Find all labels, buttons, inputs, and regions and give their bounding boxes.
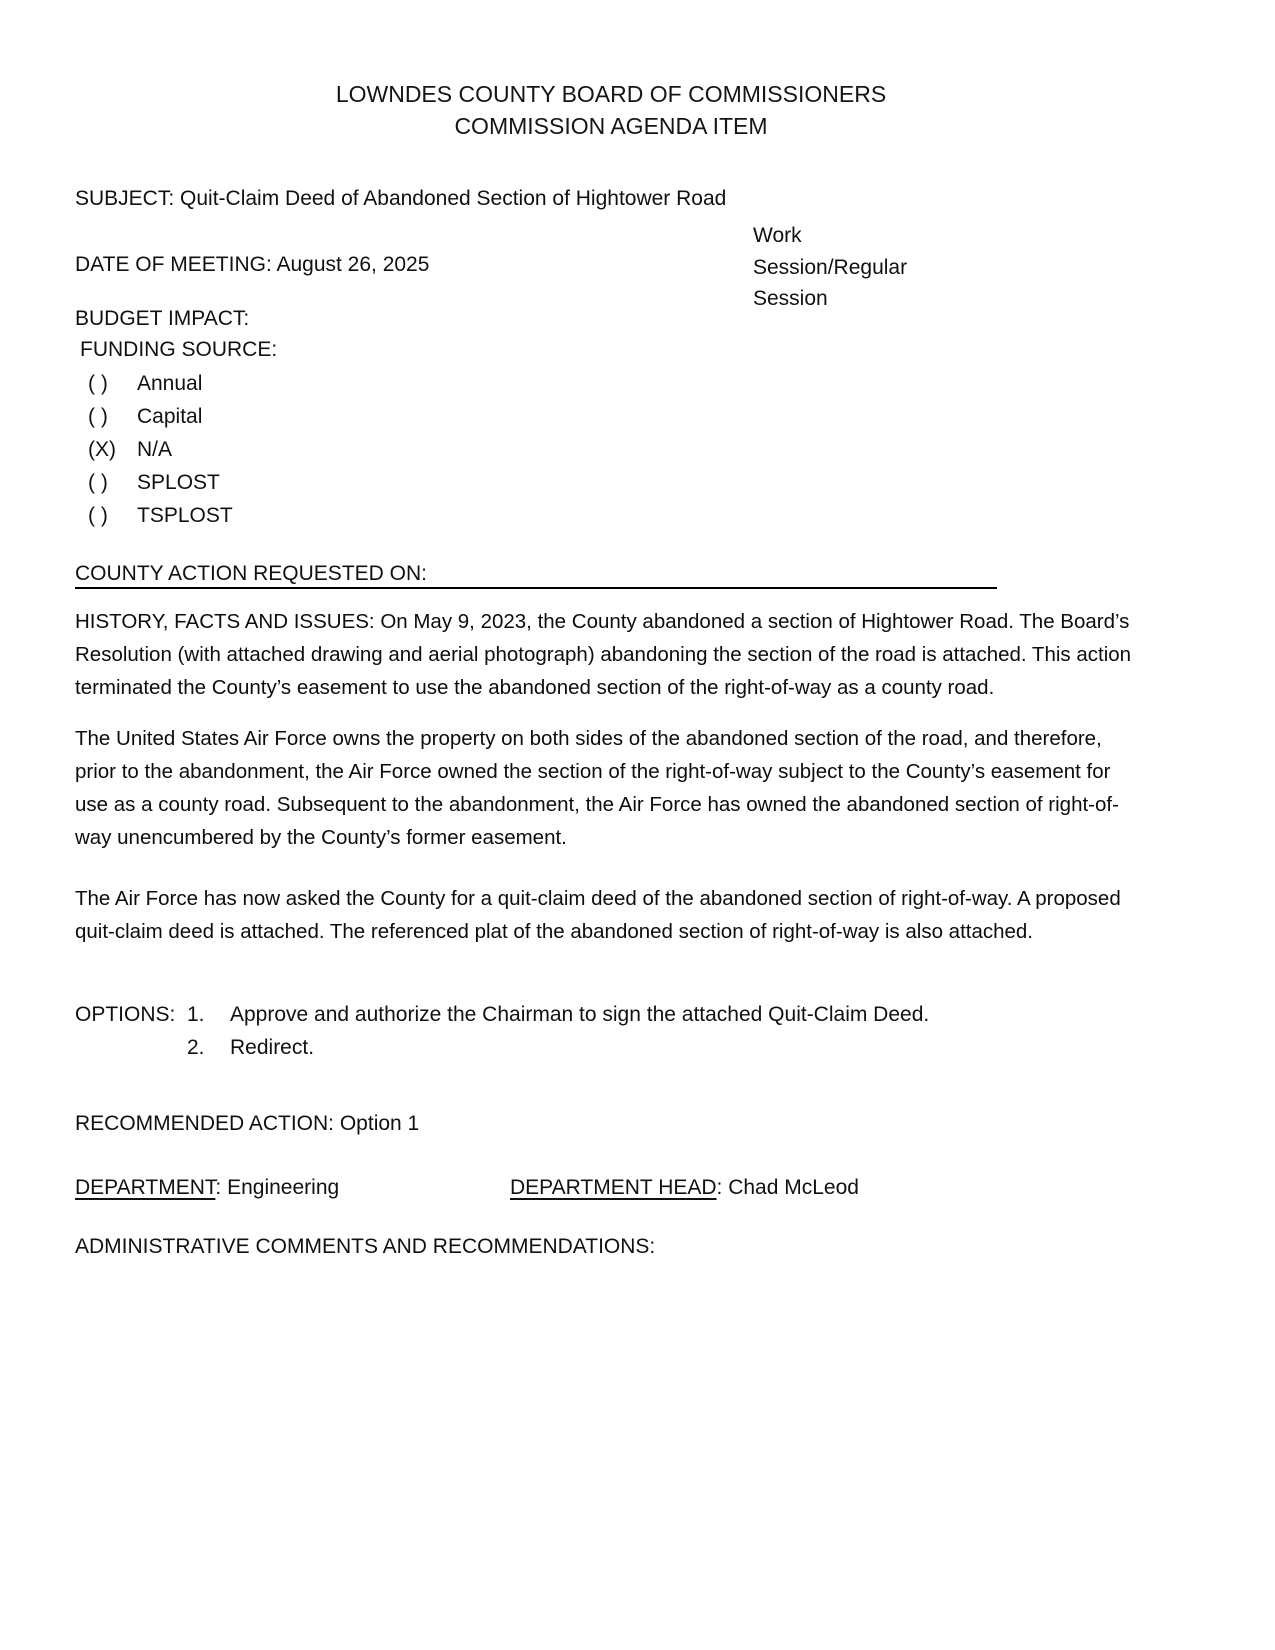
date-of-meeting-line: DATE OF MEETING: August 26, 2025: [75, 253, 430, 276]
options-section: [75, 998, 1147, 1064]
admin-comments-label: ADMINISTRATIVE COMMENTS AND RECOMMENDATIONS:: [75, 1235, 656, 1258]
recommended-action-line: RECOMMENDED ACTION: Option 1: [75, 1112, 420, 1135]
funding-option-label: Annual: [137, 372, 203, 395]
funding-option-checkbox: ( ): [88, 471, 108, 494]
department-value: : Engineering: [215, 1176, 340, 1199]
document-title-line1: LOWNDES COUNTY BOARD OF COMMISSIONERS: [335, 81, 887, 107]
option-text: Approve and authorize the Chairman to sign the attached Quit-Claim Deed.: [230, 1003, 930, 1026]
funding-option-label: TSPLOST: [137, 504, 233, 527]
funding-option-label: N/A: [137, 438, 173, 461]
county-action-heading: [75, 563, 997, 589]
option-text: Redirect.: [230, 1036, 315, 1059]
funding-option-row: [75, 437, 1147, 463]
funding-source-label: FUNDING SOURCE:: [80, 338, 278, 361]
funding-option-row: [75, 404, 1147, 430]
session-type-line: Session/Regular: [753, 255, 908, 279]
session-type-block: [753, 220, 907, 315]
air-force-paragraph: The United States Air Force owns the property on both sides of the abandoned section of the road, and therefore, prior to the abandonment, the Air Force owned the section of the right-of-way subject to the County’s easement for use as a county road. Subsequent to the abandonment, the Air Force has owned the abandoned section of right-of-way unencumbered by the County’s former easement.: [75, 727, 1119, 849]
funding-option-checkbox: ( ): [88, 504, 108, 527]
department-head-value: : Chad McLeod: [716, 1176, 859, 1199]
funding-option-checkbox: ( ): [88, 372, 108, 395]
history-paragraph: HISTORY, FACTS AND ISSUES: On May 9, 2023, the County abandoned a section of Hightower Road. The Board’s Resolution (with attached drawing and aerial photograph) abandoning the section of the road is attached. This action terminated the County’s easement to use the abandoned section of the right-of-way as a county road.: [75, 610, 1132, 699]
session-type-line: Work: [753, 224, 802, 247]
options-label: OPTIONS:: [75, 1003, 176, 1026]
department-row: [75, 1175, 1147, 1201]
funding-option-checkbox: ( ): [88, 405, 108, 428]
subject-line: SUBJECT: Quit-Claim Deed of Abandoned Section of Hightower Road: [75, 187, 727, 210]
document-title: [75, 78, 1147, 142]
document-title-line2: COMMISSION AGENDA ITEM: [454, 113, 768, 139]
options-label-spacer: [75, 1031, 187, 1064]
option-number: 2.: [187, 1036, 205, 1059]
option-number: 1.: [187, 1003, 205, 1026]
funding-option-row: [75, 371, 1147, 397]
department-cell: [75, 1175, 510, 1201]
funding-option-row: [75, 470, 1147, 496]
funding-option-label: Capital: [137, 405, 203, 428]
quit-claim-paragraph: The Air Force has now asked the County for a quit-claim deed of the abandoned section of right-of-way. A proposed quit-claim deed is attached. The referenced plat of the abandoned section of right-of-way is also attached.: [75, 887, 1121, 943]
funding-option-checkbox: (X): [88, 438, 116, 461]
funding-options-list: [75, 371, 1147, 529]
county-action-label: COUNTY ACTION REQUESTED ON:: [75, 562, 427, 585]
department-label: DEPARTMENT: [75, 1176, 216, 1199]
funding-option-row: [75, 503, 1147, 529]
department-head-cell: [510, 1175, 859, 1201]
option-row: [75, 1031, 1147, 1064]
funding-option-label: SPLOST: [137, 471, 220, 494]
option-row: [75, 998, 1147, 1031]
meeting-block: [75, 220, 1147, 310]
department-head-label: DEPARTMENT HEAD: [510, 1176, 717, 1199]
budget-impact-label: BUDGET IMPACT:: [75, 307, 250, 330]
session-type-line: Session: [753, 287, 828, 310]
